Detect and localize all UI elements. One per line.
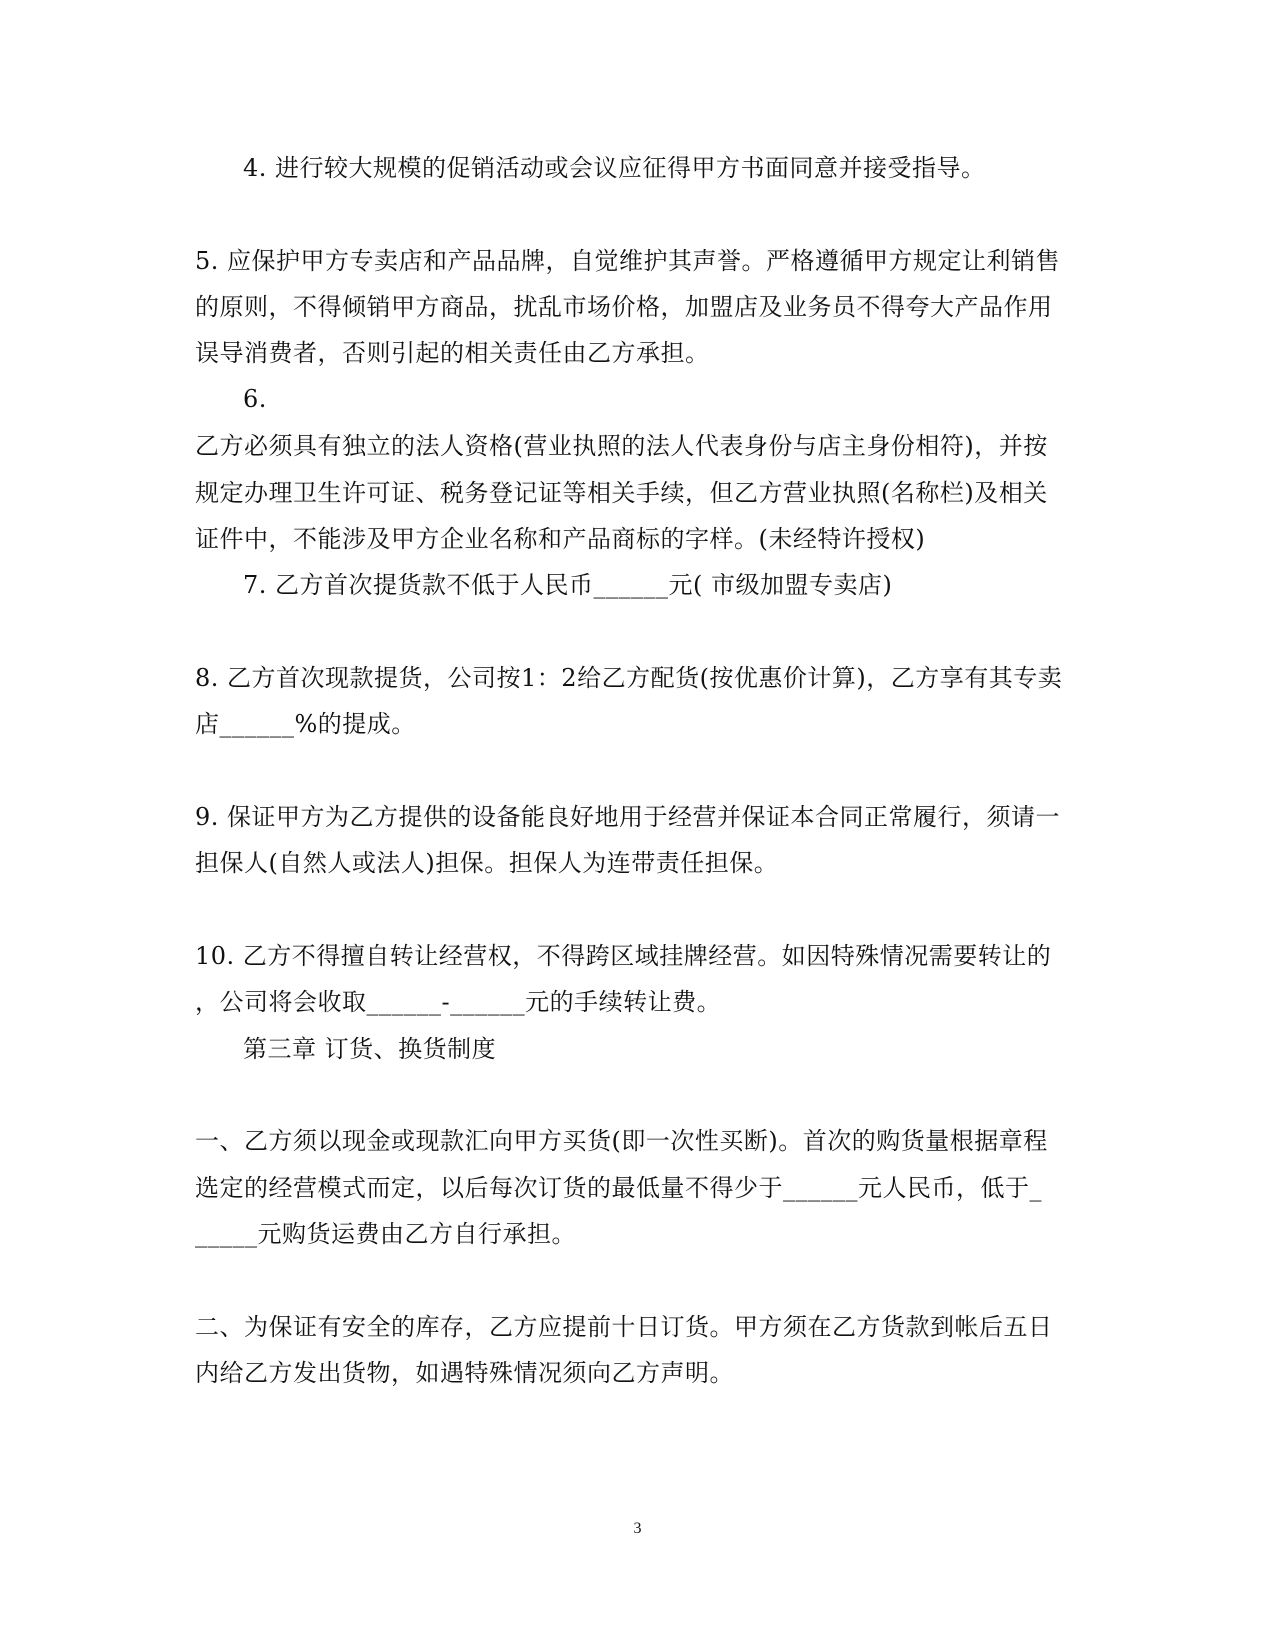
clause-6-line-3: 证件中，不能涉及甲方企业名称和产品商标的字样。(未经特许授权) <box>195 525 926 553</box>
clause-10-line-2: ，公司将会收取______-______元的手续转让费。 <box>195 988 722 1016</box>
clause-9-line-1: 9. 保证甲方为乙方提供的设备能良好地用于经营并保证本合同正常履行，须请一 <box>195 803 1061 831</box>
section-1-line-3: _____元购货运费由乙方自行承担。 <box>195 1220 576 1248</box>
clause-9-line-2: 担保人(自然人或法人)担保。担保人为连带责任担保。 <box>195 849 779 877</box>
section-2-line-2: 内给乙方发出货物，如遇特殊情况须向乙方声明。 <box>195 1359 734 1387</box>
chapter-3-heading: 第三章 订货、换货制度 <box>243 1035 497 1063</box>
page-number: 3 <box>633 1520 642 1537</box>
clause-10-line-1: 10. 乙方不得擅自转让经营权，不得跨区域挂牌经营。如因特殊情况需要转让的 <box>195 942 1052 970</box>
clause-5-line-2: 的原则，不得倾销甲方商品，扰乱市场价格，加盟店及业务员不得夸大产品作用 <box>195 293 1053 321</box>
section-1-line-2: 选定的经营模式而定，以后每次订货的最低量不得少于______元人民币，低于_ <box>195 1174 1042 1202</box>
clause-4-line-1: 4. 进行较大规模的促销活动或会议应征得甲方书面同意并接受指导。 <box>243 154 986 182</box>
clause-6-line-2: 规定办理卫生许可证、税务登记证等相关手续，但乙方营业执照(名称栏)及相关 <box>195 479 1048 507</box>
section-2-line-1: 二、为保证有安全的库存，乙方应提前十日订货。甲方须在乙方货款到帐后五日 <box>195 1313 1053 1341</box>
clause-5-line-3: 误导消费者，否则引起的相关责任由乙方承担。 <box>195 339 710 367</box>
clause-6-number: 6. <box>243 385 267 413</box>
clause-7-line-1: 7. 乙方首次提货款不低于人民币______元( 市级加盟专卖店) <box>243 571 893 599</box>
clause-6-line-1: 乙方必须具有独立的法人资格(营业执照的法人代表身份与店主身份相符)，并按 <box>195 432 1048 460</box>
section-1-line-1: 一、乙方须以现金或现款汇向甲方买货(即一次性买断)。首次的购货量根据章程 <box>195 1127 1048 1155</box>
clause-5-line-1: 5. 应保护甲方专卖店和产品品牌，自觉维护其声誉。严格遵循甲方规定让利销售 <box>195 247 1061 275</box>
clause-8-line-1: 8. 乙方首次现款提货，公司按1：2给乙方配货(按优惠价计算)，乙方享有其专卖 <box>195 664 1063 692</box>
clause-8-line-2: 店______%的提成。 <box>195 710 416 738</box>
